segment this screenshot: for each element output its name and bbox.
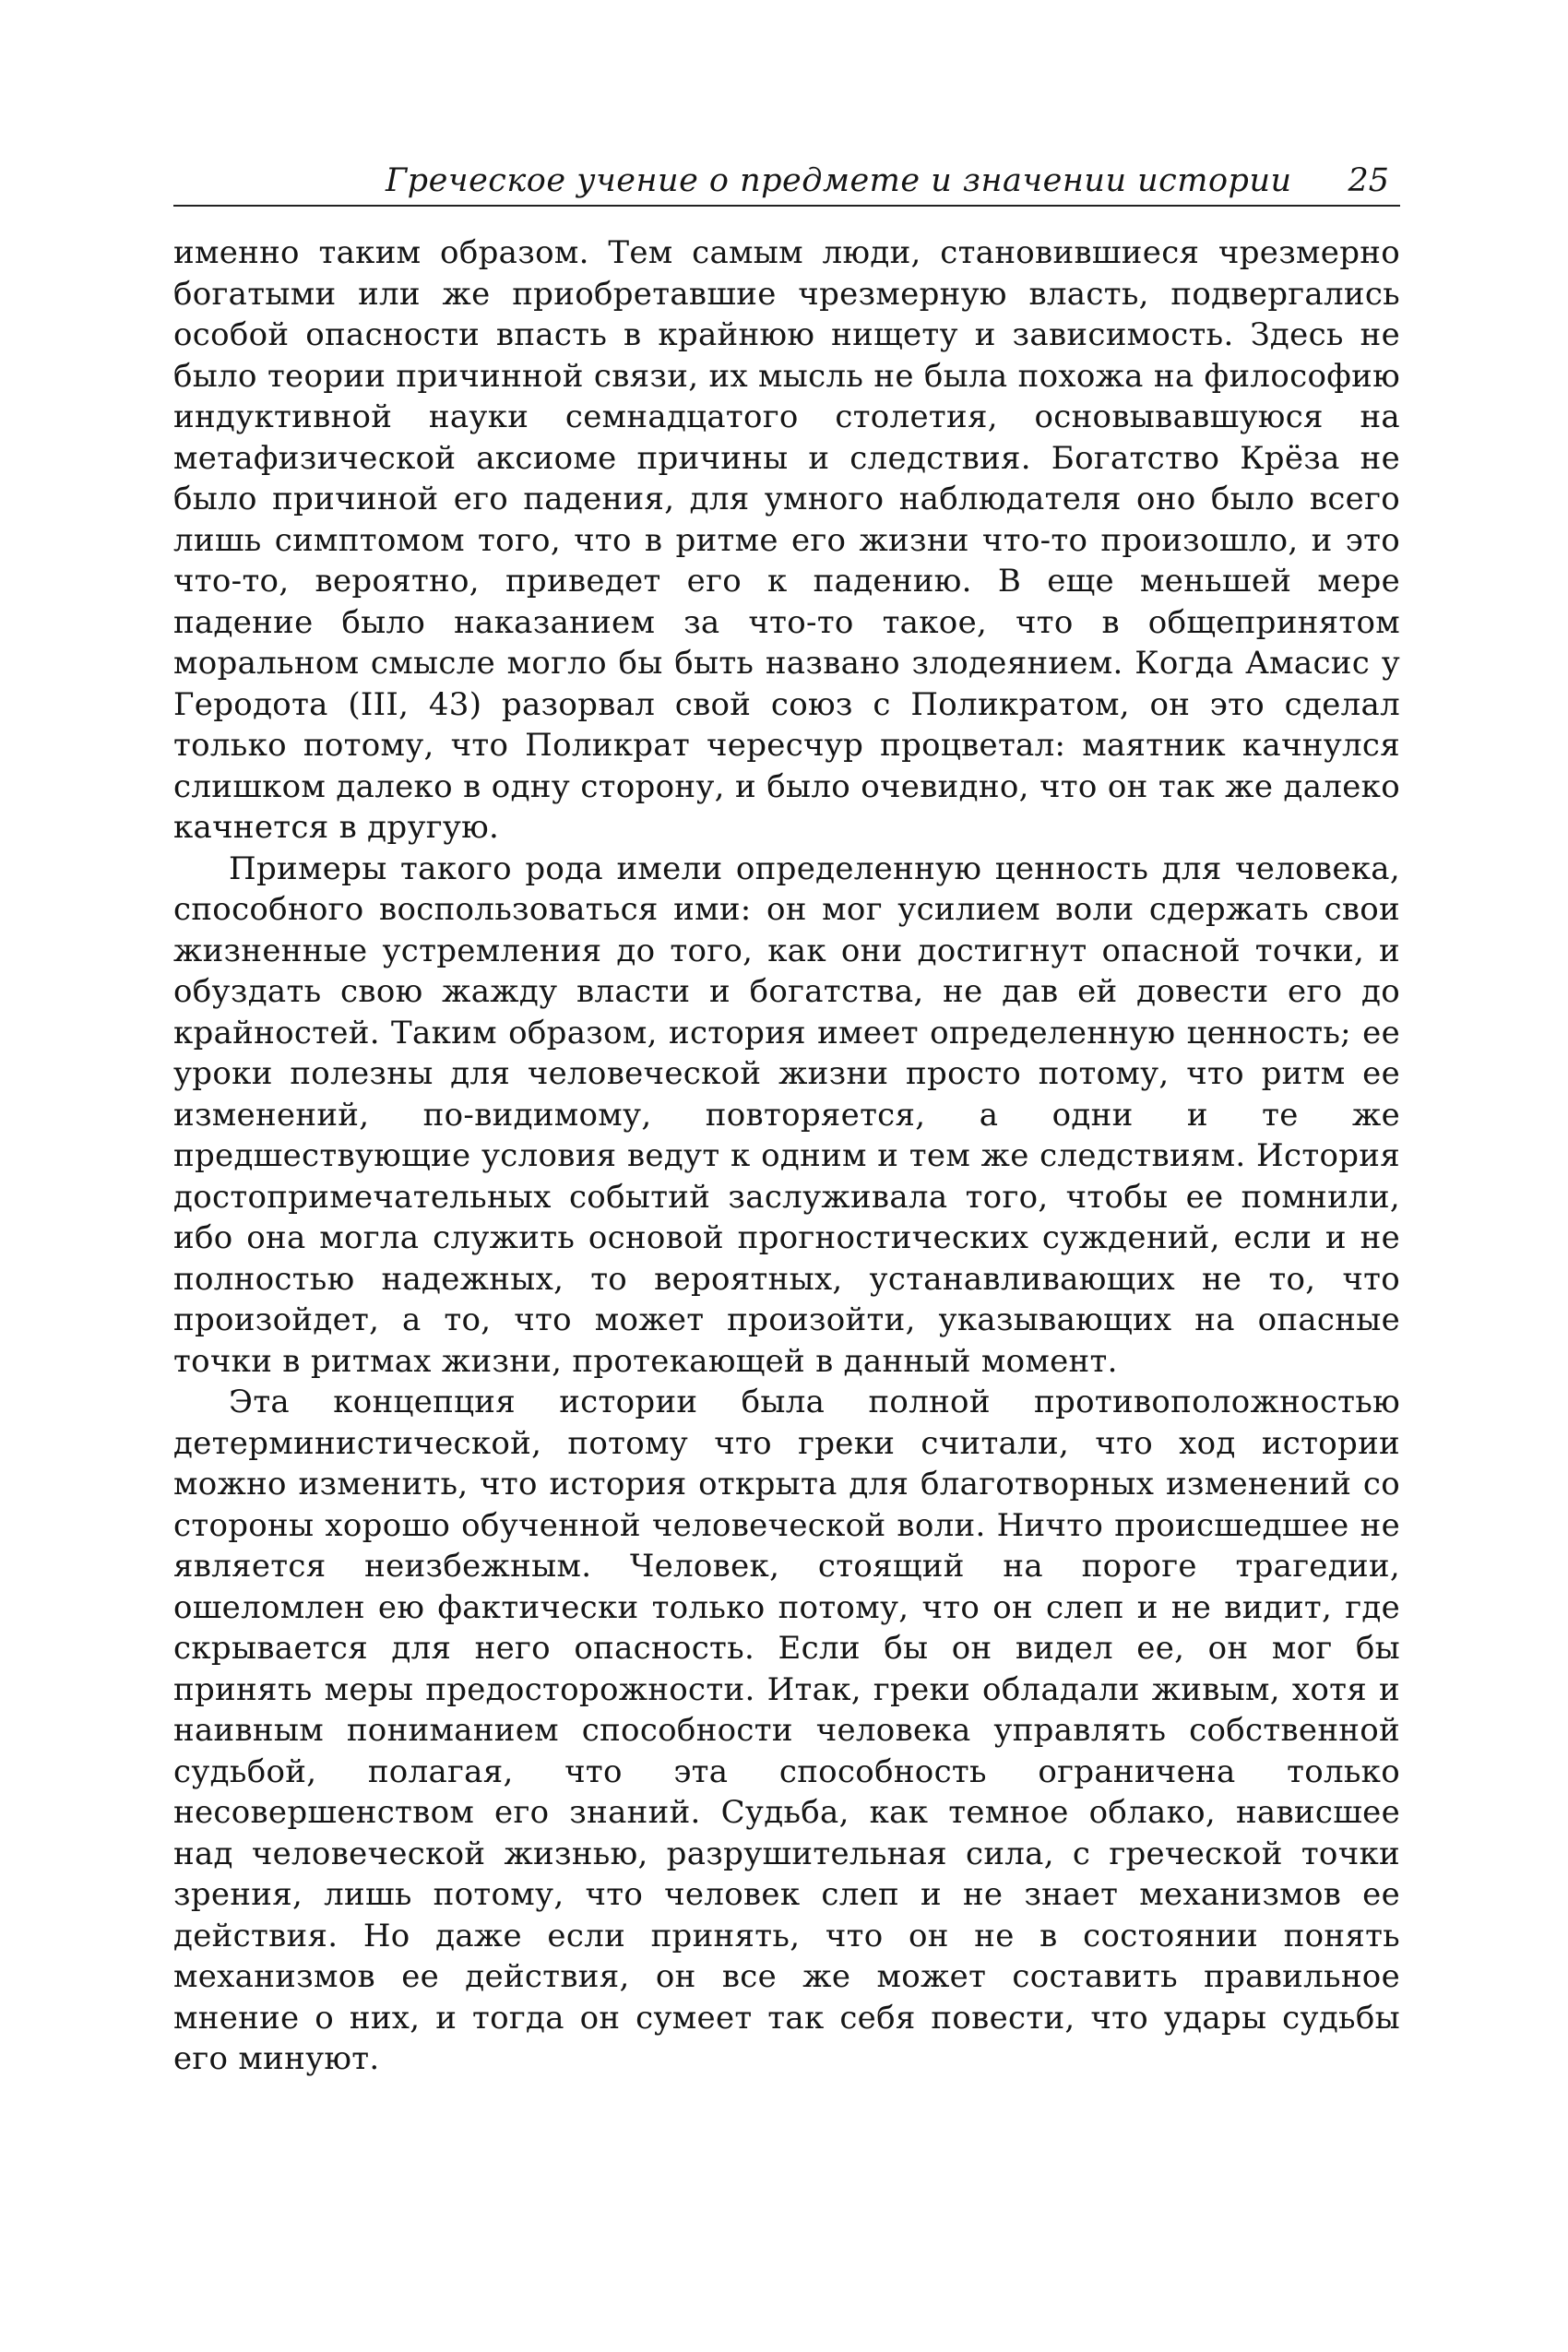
paragraph-3: Эта концепция истории была полной противоположностью детерминистической, потому что греки считали, что ход истории можно изменить, что история открыта для благотворных изменений со стороны хорошо обученной человеческой воли. Ничто происшедшее не является неизбежным. Человек, стоящий на пороге трагедии, ошеломлен ею фактически только потому, что он слеп и не видит, где скрывается для него опасность. Если бы он видел ее, он мог бы принять меры предосторожности. Итак, греки обладали живым, хотя и наивным пониманием способности человека управлять собственной судьбой, полагая, что эта способность ограничена только несовершенством его знаний. Судьба, как темное облако, нависшее над человеческой жизнью, разрушительная сила, с греческой точки зрения, лишь потому, что человек слеп и не знает механизмов ее действия. Но даже если принять, что он не в состоянии понять механизмов ее действия, он все же может составить правильное мнение о них, и тогда он сумеет так себя повести, что удары судьбы его минуют.: [173, 1384, 1400, 2077]
page-number: 25: [1348, 162, 1389, 199]
body-text: [173, 232, 1400, 2080]
paragraph-2: Примеры такого рода имели определенную ценность для человека, способного воспользоваться ими: он мог усилием воли сдержать свои жизненные устремления до того, как они достигнут опасной точки, и обуздать свою жажду власти и богатства, не дав ей довести его до крайностей. Таким образом, история имеет определенную ценность; ее уроки полезны для человеческой жизни просто потому, что ритм ее изменений, по-видимому, повторяется, а одни и те же предшествующие условия ведут к одним и тем же следствиям. История достопримечательных событий заслуживала того, чтобы ее помнили, ибо она могла служить основой прогностических суждений, если и не полностью надежных, то вероятных, устанавливающих не то, что произойдет, а то, что может произойти, указывающих на опасные точки в ритмах жизни, протекающей в данный момент.: [173, 849, 1400, 1380]
book-page: [173, 148, 1400, 2080]
running-title: Греческое учение о предмете и значении истории: [386, 162, 1292, 199]
running-head: [173, 148, 1400, 207]
paragraph-1: именно таким образом. Тем самым люди, становившиеся чрезмерно богатыми или же приобретавшие чрезмерную власть, подвергались особой опасности впасть в крайнюю нищету и зависимость. Здесь не было теории причинной связи, их мысль не была похожа на философию индуктивной науки семнадцатого столетия, основывавшуюся на метафизической аксиоме причины и следствия. Богатство Крёза не было причиной его падения, для умного наблюдателя оно было всего лишь симптомом того, что в ритме его жизни что-то произошло, и это что-то, вероятно, приведет его к падению. В еще меньшей мере падение было наказанием за что-то такое, что в общепринятом моральном смысле могло бы быть названо злодеянием. Когда Амасис у Геродота (III, 43) разорвал свой союз с Поликратом, он это сделал только потому, что Поликрат чересчур процветал: маятник качнулся слишком далеко в одну сторону, и было очевидно, что он так же далеко качнется в другую.: [173, 234, 1400, 846]
